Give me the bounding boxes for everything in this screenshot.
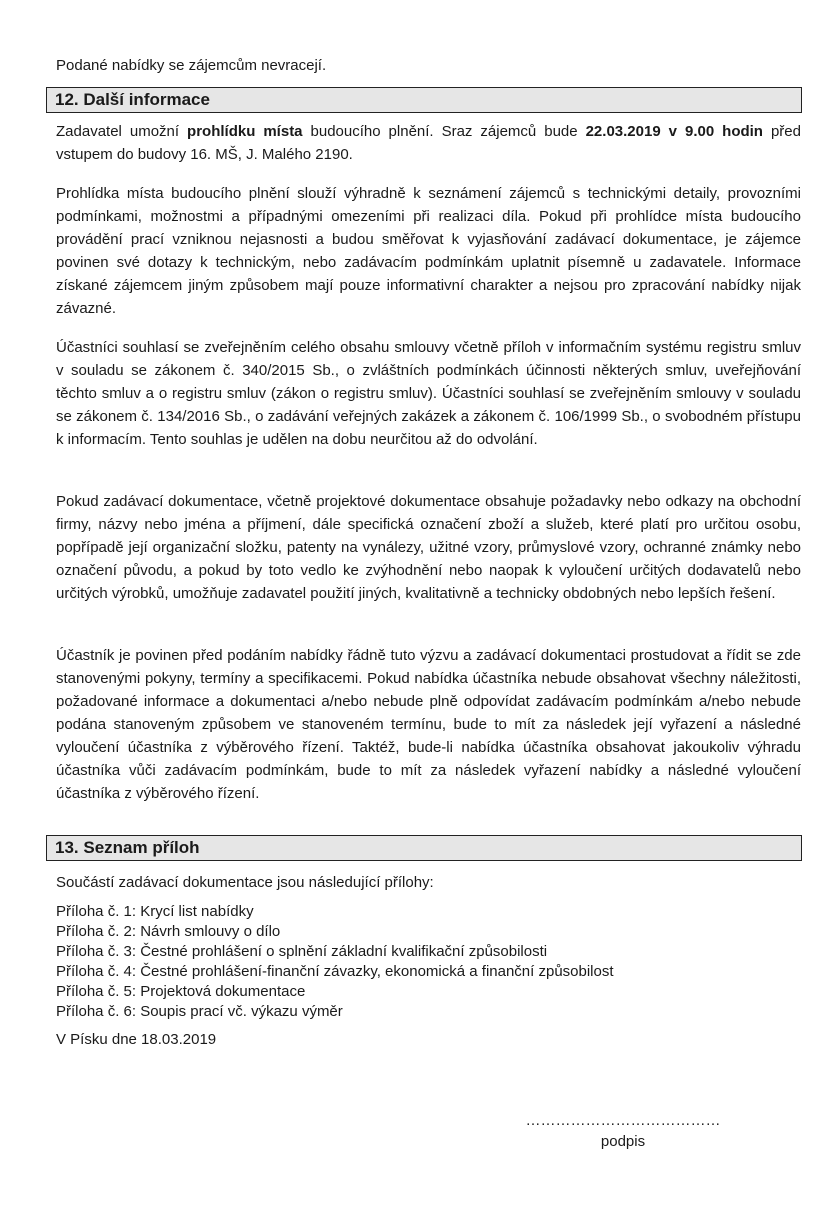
section-12-paragraph-4: Pokud zadávací dokumentace, včetně projektové dokumentace obsahuje požadavky nebo odkazy na obchodní firmy, názvy nebo jména a příjmení, dále specifická označení zboží a služeb, které platí pro určitou osobu, popřípadě její organizační složku, patenty na vynálezy, užitné vzory, průmyslové vzory, ochranné známky nebo označení původu, a pokud by toto vedlo ke zvýhodnění nebo naopak k vyloučení určitých dodavatelů nebo určitých výrobků, umožňuje zadavatel použití jiných, kvalitativně a technicky obdobných nebo lepších řešení.	[56, 493, 801, 602]
list-item: Příloha č. 2: Návrh smlouvy o dílo	[56, 923, 281, 940]
section-13-lead: Součástí zadávací dokumentace jsou následující přílohy:	[56, 874, 434, 891]
section-12-paragraph-2: Prohlídka místa budoucího plnění slouží výhradně k seznámení zájemců s technickými detaily, provozními podmínkami, možnostmi a případnými omezeními při realizaci díla. Pokud při prohlídce místa budoucího provádění prací vzniknou nejasnosti a budou směřovat k vyjasňování zadávací dokumentace, je zájemce povinen své dotazy k technickým, nebo zadávacím podmínkám uplatnit písemně u zadavatele. Informace získané zájemcem jiným způsobem mají pouze informativní charakter a nejsou pro zpracování nabídky nijak závazné.	[56, 185, 801, 317]
list-item: Příloha č. 3: Čestné prohlášení o splnění základní kvalifikační způsobilosti	[56, 943, 548, 960]
intro-paragraph: Podané nabídky se zájemcům nevracejí.	[56, 57, 327, 74]
section-12-paragraph-3: Účastníci souhlasí se zveřejněním celého obsahu smlouvy včetně příloh v informačním systému registru smluv v souladu se zákonem č. 340/2015 Sb., o zvláštních podmínkách účinnosti některých smluv, uveřejňování těchto smluv a o registru smluv (zákon o registru smluv). Účastníci souhlasí se zveřejněním smlouvy v souladu se zákonem č. 134/2016 Sb., o zadávání veřejných zakázek a zákonem č. 106/1999 Sb., o svobodném přístupu k informacím. Tento souhlas je udělen na dobu neurčitou až do odvolání.	[56, 339, 801, 448]
signature-line: …………………………………	[525, 1112, 721, 1129]
list-item: Příloha č. 4: Čestné prohlášení-finanční závazky, ekonomická a finanční způsobilost	[56, 963, 614, 980]
section-12-heading: 12. Další informace	[46, 87, 802, 113]
signature-label: podpis	[600, 1133, 646, 1150]
signature-block	[512, 1112, 734, 1152]
place-date: V Písku dne 18.03.2019	[56, 1031, 217, 1048]
attachment-list	[56, 902, 801, 1022]
section-12-paragraph-5: Účastník je povinen před podáním nabídky řádně tuto výzvu a zadávací dokumentaci prostudovat a řídit se zde stanovenými pokyny, termíny a specifikacemi. Pokud nabídka účastníka nebude obsahovat všechny náležitosti, požadované informace a dokumentaci a/nebo nebude plně odpovídat zadávacím podmínkám a/nebo nebude podána stanoveným způsobem ve stanoveném termínu, bude to mít za následek její vyřazení a následné vyloučení účastníka z výběrového řízení. Taktéž, bude-li nabídka účastníka obsahovat jakoukoliv výhradu účastníka vůči zadávacím podmínkám, bude to mít za následek vyřazení nabídky a následné vyloučení účastníka z výběrového řízení.	[56, 647, 801, 802]
emphasis-viewing: prohlídku místa	[187, 123, 303, 140]
list-item: Příloha č. 1: Krycí list nabídky	[56, 903, 254, 920]
emphasis-date: 22.03.2019 v 9.00 hodin	[585, 123, 763, 140]
section-13-heading: 13. Seznam příloh	[46, 835, 802, 861]
list-item: Příloha č. 5: Projektová dokumentace	[56, 983, 306, 1000]
list-item: Příloha č. 6: Soupis prací vč. výkazu výměr	[56, 1003, 343, 1020]
section-12-paragraph-1: Zadavatel umožní prohlídku místa budoucího plnění. Sraz zájemců bude 22.03.2019 v 9.00 hodin před vstupem do budovy 16. MŠ, J. Malého 2190.	[56, 123, 801, 163]
